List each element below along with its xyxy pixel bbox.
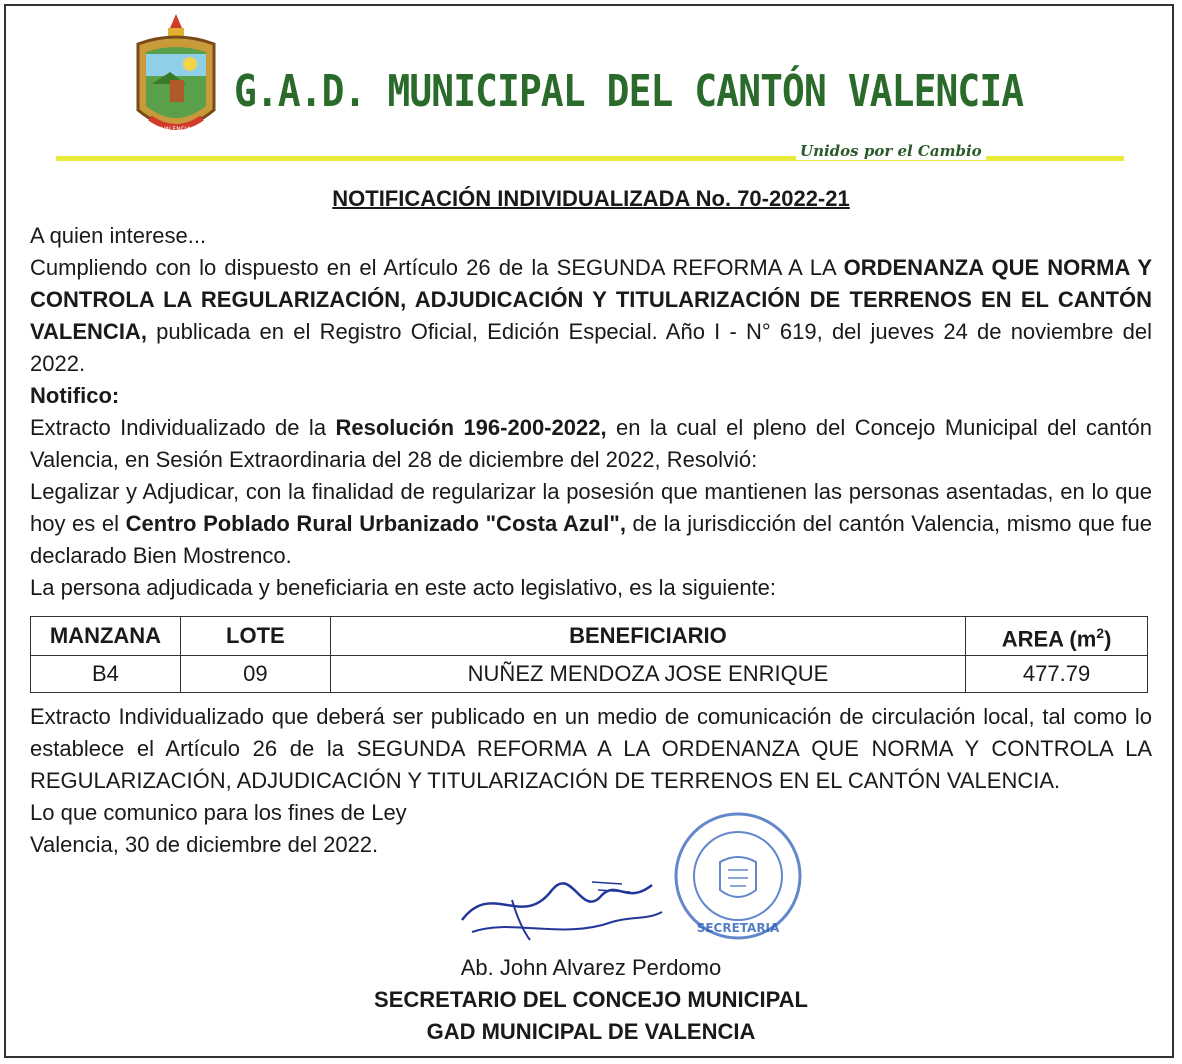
svg-text:VALENCIA: VALENCIA	[161, 126, 191, 133]
svg-text:SECRETARIA: SECRETARIA	[696, 921, 780, 935]
paragraph-legalize: Legalizar y Adjudicar, con la finalidad de regularizar la posesión que mantienen las personas asentadas, en lo que hoy es el Centro Poblado Rural Urbanizado "Costa Azul", de la jurisdicción del cantón Valencia, mismo que fue declarado Bien Mostrenco.	[30, 479, 1152, 568]
place-date: Valencia, 30 de diciembre del 2022.	[30, 832, 379, 858]
beneficiary-table	[30, 616, 1148, 693]
table-header-row	[31, 617, 1148, 656]
organization-name: G.A.D. MUNICIPAL DEL CANTÓN VALENCIA	[234, 66, 1024, 117]
letterhead	[120, 14, 1130, 164]
closing-line: Lo que comunico para los fines de Ley	[30, 800, 407, 826]
signer-role: SECRETARIO DEL CONCEJO MUNICIPAL	[374, 987, 808, 1012]
salutation: A quien interese...	[30, 223, 207, 248]
cell-lote: 09	[180, 656, 330, 693]
paragraph-resolution: Extracto Individualizado de la Resolución 196-200-2022, en la cual el pleno del Concejo Municipal del cantón Valencia, en Sesión Extraordinaria del 28 de diciembre del 2022, Resolvió:	[30, 415, 1152, 472]
signer-name: Ab. John Alvarez Perdomo	[460, 955, 722, 980]
signer-entity: GAD MUNICIPAL DE VALENCIA	[426, 1019, 756, 1044]
header-lote: LOTE	[180, 617, 330, 656]
paragraph-beneficiary-intro: La persona adjudicada y beneficiaria en este acto legislativo, es la siguiente:	[30, 575, 777, 600]
document-title: NOTIFICACIÓN INDIVIDUALIZADA No. 70-2022-21	[332, 186, 850, 211]
header-beneficiario: BENEFICIARIO	[330, 617, 965, 656]
cell-beneficiario: NUÑEZ MENDOZA JOSE ENRIQUE	[330, 656, 965, 693]
paragraph-publication: Extracto Individualizado que deberá ser publicado en un medio de comunicación de circulación local, tal como lo establece el Artículo 26 de la SEGUNDA REFORMA A LA ORDENANZA QUE NORMA Y CONTROLA LA REGULARIZACIÓN, ADJUDICACIÓN Y TITULARIZACIÓN DE TERRENOS EN EL CANTÓN VALENCIA.	[30, 704, 1152, 794]
cell-area: 477.79	[966, 656, 1148, 693]
header-manzana: MANZANA	[31, 617, 181, 656]
signature-block	[0, 952, 1182, 1048]
header-area: AREA $(m^2)$	[966, 617, 1148, 656]
table-row	[31, 656, 1148, 693]
handwritten-signature-icon	[452, 860, 672, 950]
notifico-heading: Notifico:	[30, 383, 120, 408]
document-body	[30, 220, 1152, 861]
cell-manzana: B4	[31, 656, 181, 693]
paragraph-ordinance: Cumpliendo con lo dispuesto en el Artículo 26 de la SEGUNDA REFORMA A LA ORDENANZA QUE NORMA Y CONTROLA LA REGULARIZACIÓN, ADJUDICACIÓN Y TITULARIZACIÓN DE TERRENOS EN EL CANTÓN VALENCIA, publicada en el Registro Oficial, Edición Especial. Año I - N° 619, del jueves 24 de noviembre del 2022.	[30, 255, 1152, 376]
motto: Unidos por el Cambio	[796, 142, 986, 160]
municipal-seal-icon	[130, 14, 222, 146]
secretaria-stamp-icon	[668, 806, 808, 946]
